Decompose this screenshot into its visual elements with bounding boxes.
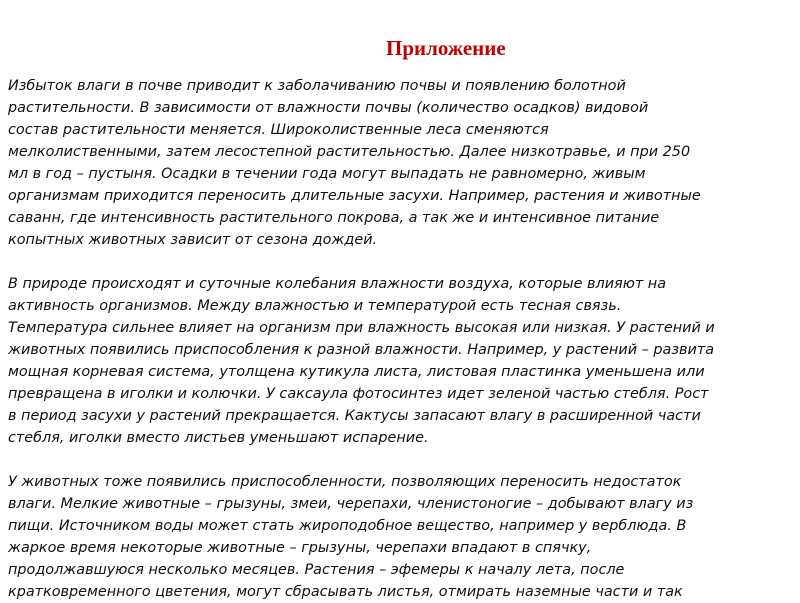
text-line: животных появились приспособления к разной влажности. Например, у растений – развита <box>8 342 715 358</box>
paragraph-1 <box>8 75 798 251</box>
text-line: пищи. Источником воды может стать жироподобное вещество, например у верблюда. В <box>8 518 687 534</box>
text-line: Избыток влаги в почве приводит к заболачиванию почвы и появлению болотной <box>8 78 626 94</box>
text-line: жаркое время некоторые животные – грызуны, черепахи впадают в спячку, <box>8 540 592 556</box>
text-line: саванн, где интенсивность растительного покрова, а так же и интенсивное питание <box>8 210 660 226</box>
text-line: копытных животных зависит от сезона дождей. <box>8 232 378 248</box>
text-line: продолжавшуюся несколько месяцев. Растения – эфемеры к началу лета, после <box>8 562 625 578</box>
text-line: влаги. Мелкие животные – грызуны, змеи, черепахи, членистоногие – добывают влагу из <box>8 496 694 512</box>
text-line: мл в год – пустыня. Осадки в течении года могут выпадать не равномерно, живым <box>8 166 646 182</box>
text-line: растительности. В зависимости от влажности почвы (количество осадков) видовой <box>8 100 649 116</box>
text-line: превращена в иголки и колючки. У саксаула фотосинтез идет зеленой частью стебля. Рост <box>8 386 709 402</box>
text-line: кратковременного цветения, могут сбрасывать листья, отмирать наземные части и так <box>8 584 683 600</box>
text-line: в период засухи у растений прекращается. Кактусы запасают влагу в расширенной части <box>8 408 701 424</box>
text-line: В природе происходят и суточные колебания влажности воздуха, которые влияют на <box>8 276 667 292</box>
slide-body-text <box>8 75 798 603</box>
text-line: стебля, иголки вместо листьев уменьшают испарение. <box>8 430 429 446</box>
text-line: состав растительности меняется. Широколиственные леса сменяются <box>8 122 549 138</box>
text-line: Температура сильнее влияет на организм при влажность высокая или низкая. У растений и <box>8 320 715 336</box>
text-line: У животных тоже появились приспособленности, позволяющих переносить недостаток <box>8 474 682 490</box>
text-line: мелколиственными, затем лесостепной растительностью. Далее низкотравье, и при 250 <box>8 144 691 160</box>
paragraph-gap <box>8 251 798 273</box>
paragraph-2 <box>8 273 798 449</box>
text-line: активность организмов. Между влажностью и температурой есть тесная связь. <box>8 298 622 314</box>
text-line: мощная корневая система, утолщена кутикула листа, листовая пластинка уменьшена или <box>8 364 705 380</box>
paragraph-3 <box>8 471 798 603</box>
paragraph-gap <box>8 449 798 471</box>
text-line: организмам приходится переносить длительные засухи. Например, растения и животные <box>8 188 701 204</box>
slide-title: Приложение <box>386 36 506 60</box>
